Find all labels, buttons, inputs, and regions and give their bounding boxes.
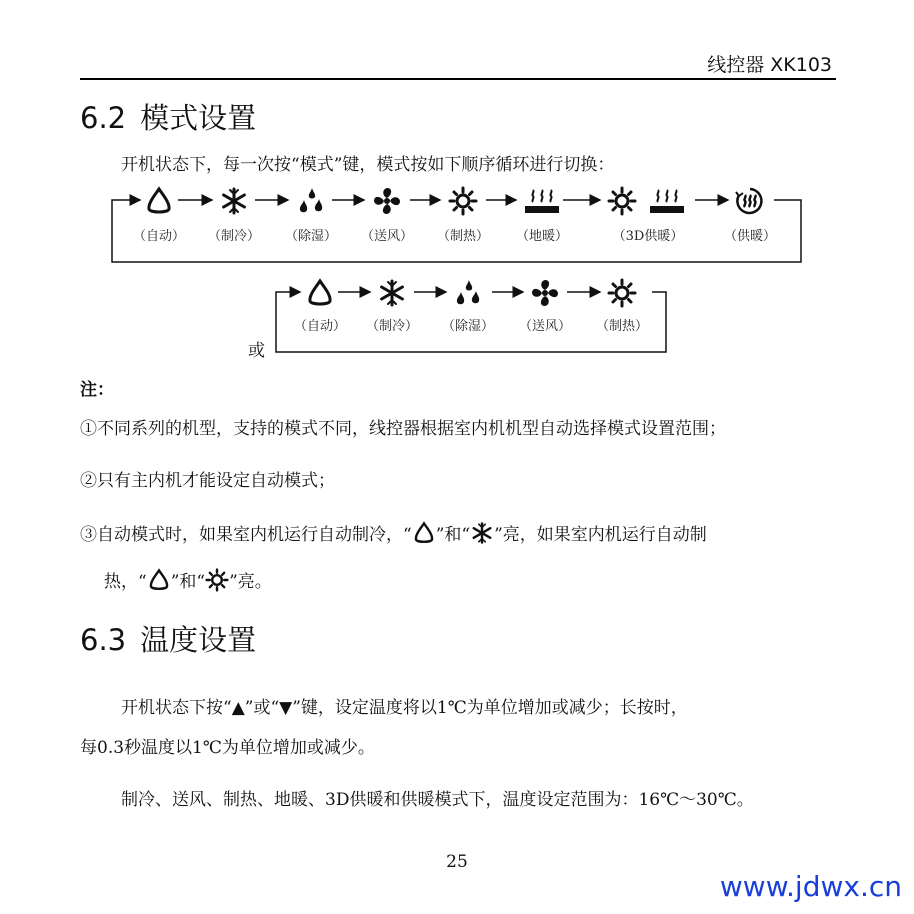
snowflake-icon bbox=[377, 278, 407, 308]
section-number: 6.2 bbox=[80, 101, 127, 135]
fan-icon bbox=[372, 186, 402, 216]
section-title-temperature bbox=[80, 618, 256, 659]
mode-label-auto: （自动） bbox=[293, 319, 347, 334]
mode-label-dry: （除湿） bbox=[441, 319, 495, 334]
section-title-mode bbox=[80, 96, 256, 137]
sun-icon bbox=[448, 186, 478, 216]
droplets-icon bbox=[296, 186, 326, 216]
fan-icon bbox=[530, 278, 560, 308]
note-3-text: 热，“ bbox=[104, 572, 147, 592]
auto-icon bbox=[144, 186, 174, 216]
mode-label-dry: （除湿） bbox=[284, 229, 338, 244]
mode-label-cool: （制冷） bbox=[207, 229, 261, 244]
mode-label-3d-heat: （3D供暖） bbox=[612, 229, 684, 244]
auto-icon bbox=[305, 278, 335, 308]
auto-icon bbox=[412, 521, 436, 545]
notes-heading: 注： bbox=[80, 380, 114, 400]
note-2: ②只有主内机才能设定自动模式； bbox=[80, 471, 335, 491]
sun-floor-heat-icon bbox=[607, 186, 685, 216]
heating-icon bbox=[735, 186, 765, 216]
or-label: 或 bbox=[248, 341, 265, 361]
droplets-icon bbox=[453, 278, 483, 308]
header-title: 线控器 XK103 bbox=[707, 54, 832, 76]
temp-paragraph-2: 制冷、送风、制热、地暖、3D供暖和供暖模式下，温度设定范围为：16℃～30℃。 bbox=[121, 790, 754, 810]
mode-label-cool: （制冷） bbox=[365, 319, 419, 334]
section-heading: 温度设置 bbox=[140, 623, 257, 657]
temp-paragraph-1-line-2: 每0.3秒温度以1℃为单位增加或减少。 bbox=[80, 738, 375, 758]
temp-paragraph-1-line-1: 开机状态下按“▲”或“▼”键，设定温度将以1℃为单位增加或减少；长按时， bbox=[121, 698, 688, 718]
note-3-text: ”和“ bbox=[170, 572, 206, 592]
mode-label-heat: （制热） bbox=[595, 319, 649, 334]
section-number: 6.3 bbox=[80, 623, 127, 657]
watermark: www.jdwx.cn bbox=[719, 870, 902, 903]
mode-label-floor-heat: （地暖） bbox=[515, 229, 569, 244]
snowflake-icon bbox=[470, 521, 494, 545]
header-rule bbox=[80, 78, 836, 80]
note-3-text: ”亮，如果室内机运行自动制 bbox=[494, 525, 707, 545]
note-1: ①不同系列的机型，支持的模式不同，线控器根据室内机机型自动选择模式设置范围； bbox=[80, 419, 726, 439]
note-3-text: ”亮。 bbox=[229, 572, 272, 592]
mode-label-fan: （送风） bbox=[360, 229, 414, 244]
page-number: 25 bbox=[446, 852, 468, 872]
mode-label-auto: （自动） bbox=[132, 229, 186, 244]
note-3-text: ③自动模式时，如果室内机运行自动制冷，“ bbox=[80, 525, 412, 545]
mode-label-fan: （送风） bbox=[518, 319, 572, 334]
snowflake-icon bbox=[219, 186, 249, 216]
section-heading: 模式设置 bbox=[140, 101, 257, 135]
sun-icon bbox=[607, 278, 637, 308]
auto-icon bbox=[147, 568, 171, 592]
note-3-line-1 bbox=[80, 520, 707, 545]
sun-icon bbox=[205, 568, 229, 592]
note-3-text: ”和“ bbox=[435, 525, 471, 545]
mode-label-heat: （制热） bbox=[436, 229, 490, 244]
note-3-line-2 bbox=[104, 567, 272, 592]
mode-intro: 开机状态下，每一次按“模式”键，模式按如下顺序循环进行切换： bbox=[121, 155, 615, 175]
floor-heat-icon bbox=[524, 186, 560, 216]
mode-label-heating: （供暖） bbox=[723, 229, 777, 244]
